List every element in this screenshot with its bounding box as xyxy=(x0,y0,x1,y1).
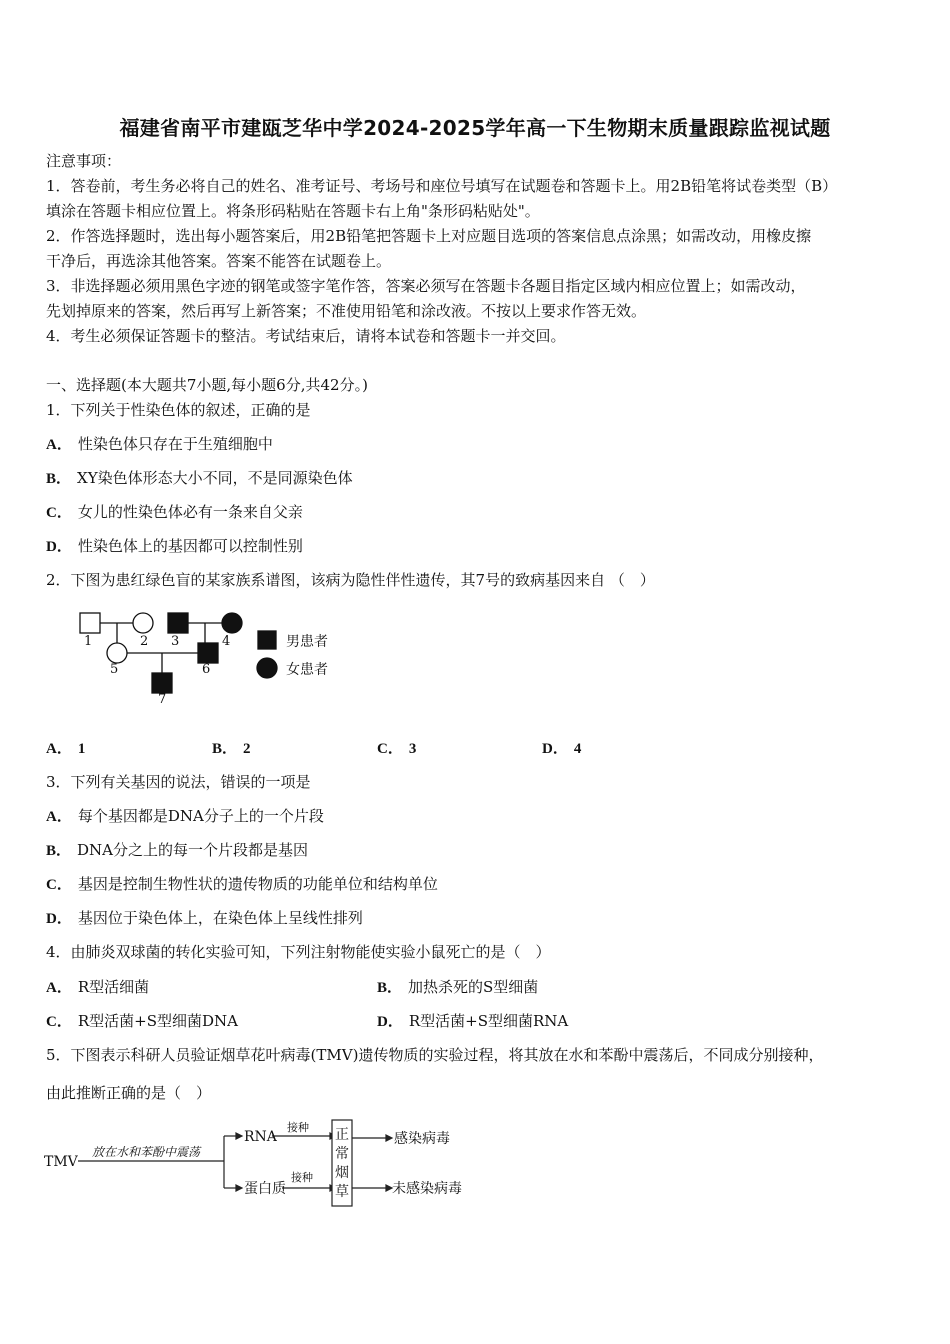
question-2-stem: 2．下图为患红绿色盲的某家族系谱图，该病为隐性伴性遗传，其7号的致病基因来自 （ ） xyxy=(46,571,655,589)
plant-char-4: 草 xyxy=(335,1184,349,1200)
inoculate-label-bottom: 接种 xyxy=(291,1171,313,1184)
plant-char-2: 常 xyxy=(335,1146,349,1162)
legend-male-label: 男患者 xyxy=(286,634,328,650)
notice-line: 1．答卷前，考生务必将自己的姓名、准考证号、考场号和座位号填写在试题卷和答题卡上。用2B铅笔将试卷类型（B） xyxy=(46,177,838,195)
not-infected-label: 未感染病毒 xyxy=(392,1181,462,1197)
label-4: 4 xyxy=(222,634,231,649)
label-1: 1 xyxy=(84,634,93,649)
option-a: A． 性染色体只存在于生殖细胞中 xyxy=(46,435,273,453)
option-d: D． 性染色体上的基因都可以控制性别 xyxy=(46,537,303,555)
option-c: C． 3 xyxy=(377,741,417,757)
section-heading: 一、选择题(本大题共7小题,每小题6分,共42分。) xyxy=(46,376,368,394)
shake-label: 放在水和苯酚中震荡 xyxy=(92,1145,201,1159)
question-5-stem: 5．下图表示科研人员验证烟草花叶病毒(TMV)遗传物质的实验过程，将其放在水和苯酚中震荡后，不同成分别接种， xyxy=(46,1046,824,1064)
option-a: A． R型活细菌 xyxy=(46,978,150,996)
label-7: 7 xyxy=(158,692,167,707)
protein-label: 蛋白质 xyxy=(244,1181,286,1197)
notice-line: 干净后，再选涂其他答案。答案不能答在试题卷上。 xyxy=(46,252,392,270)
individual-3 xyxy=(168,613,188,633)
notice-line: 2．作答选择题时，选出每小题答案后，用2B铅笔把答题卡上对应题目选项的答案信息点涂黑；如需改动，用橡皮擦 xyxy=(46,227,812,245)
question-1-stem: 1．下列关于性染色体的叙述，正确的是 xyxy=(46,401,311,419)
rna-label: RNA xyxy=(244,1129,277,1145)
legend-female-label: 女患者 xyxy=(286,662,328,678)
tmv-label: TMV xyxy=(44,1154,78,1170)
option-b: B． 2 xyxy=(212,741,251,757)
option-c: C． 基因是控制生物性状的遗传物质的功能单位和结构单位 xyxy=(46,875,438,893)
label-6: 6 xyxy=(202,662,211,677)
individual-2 xyxy=(133,613,153,633)
individual-1 xyxy=(80,613,100,633)
notice-line: 填涂在答题卡相应位置上。将条形码粘贴在答题卡右上角"条形码粘贴处"。 xyxy=(46,202,540,220)
individual-5 xyxy=(107,643,127,663)
individual-6 xyxy=(198,643,218,663)
inoculate-label-top: 接种 xyxy=(287,1121,309,1134)
question-5-stem-cont: 由此推断正确的是（ ） xyxy=(46,1084,212,1102)
individual-7 xyxy=(152,673,172,693)
option-b: B． DNA分之上的每一个片段都是基因 xyxy=(46,841,309,859)
legend-female-symbol xyxy=(257,658,277,678)
option-c: C． R型活菌+S型细菌DNA xyxy=(46,1012,238,1030)
option-b: B． 加热杀死的S型细菌 xyxy=(377,978,539,996)
plant-char-3: 烟 xyxy=(335,1165,349,1181)
option-b: B． XY染色体形态大小不同，不是同源染色体 xyxy=(46,469,353,487)
option-d: D． 4 xyxy=(542,741,582,757)
option-d: D． 基因位于染色体上，在染色体上呈线性排列 xyxy=(46,909,363,927)
tmv-experiment-diagram xyxy=(44,1118,484,1218)
option-a: A． 每个基因都是DNA分子上的一个片段 xyxy=(46,807,324,825)
infected-label: 感染病毒 xyxy=(394,1131,450,1147)
notice-line: 4．考生必须保证答题卡的整洁。考试结束后，请将本试卷和答题卡一并交回。 xyxy=(46,327,566,345)
option-a: A． 1 xyxy=(46,741,86,757)
page-title: 福建省南平市建瓯芝华中学2024-2025学年高一下生物期末质量跟踪监视试题 xyxy=(119,116,831,140)
label-3: 3 xyxy=(171,634,180,649)
label-2: 2 xyxy=(140,634,149,649)
option-d: D． R型活菌+S型细菌RNA xyxy=(377,1012,569,1030)
plant-char-1: 正 xyxy=(335,1127,349,1143)
individual-4 xyxy=(222,613,242,633)
pedigree-chart xyxy=(70,605,370,715)
notice-heading: 注意事项： xyxy=(46,152,122,170)
option-c: C． 女儿的性染色体必有一条来自父亲 xyxy=(46,503,303,521)
question-3-stem: 3．下列有关基因的说法，错误的一项是 xyxy=(46,773,311,791)
legend-male-symbol xyxy=(258,631,276,649)
notice-line: 3．非选择题必须用黑色字迹的钢笔或签字笔作答，答案必须写在答题卡各题目指定区域内相应位置上；如需改动， xyxy=(46,277,806,295)
notice-line: 先划掉原来的答案，然后再写上新答案；不准使用铅笔和涂改液。不按以上要求作答无效。 xyxy=(46,302,647,320)
label-5: 5 xyxy=(110,662,119,677)
question-4-stem: 4．由肺炎双球菌的转化实验可知，下列注射物能使实验小鼠死亡的是（ ） xyxy=(46,943,551,961)
